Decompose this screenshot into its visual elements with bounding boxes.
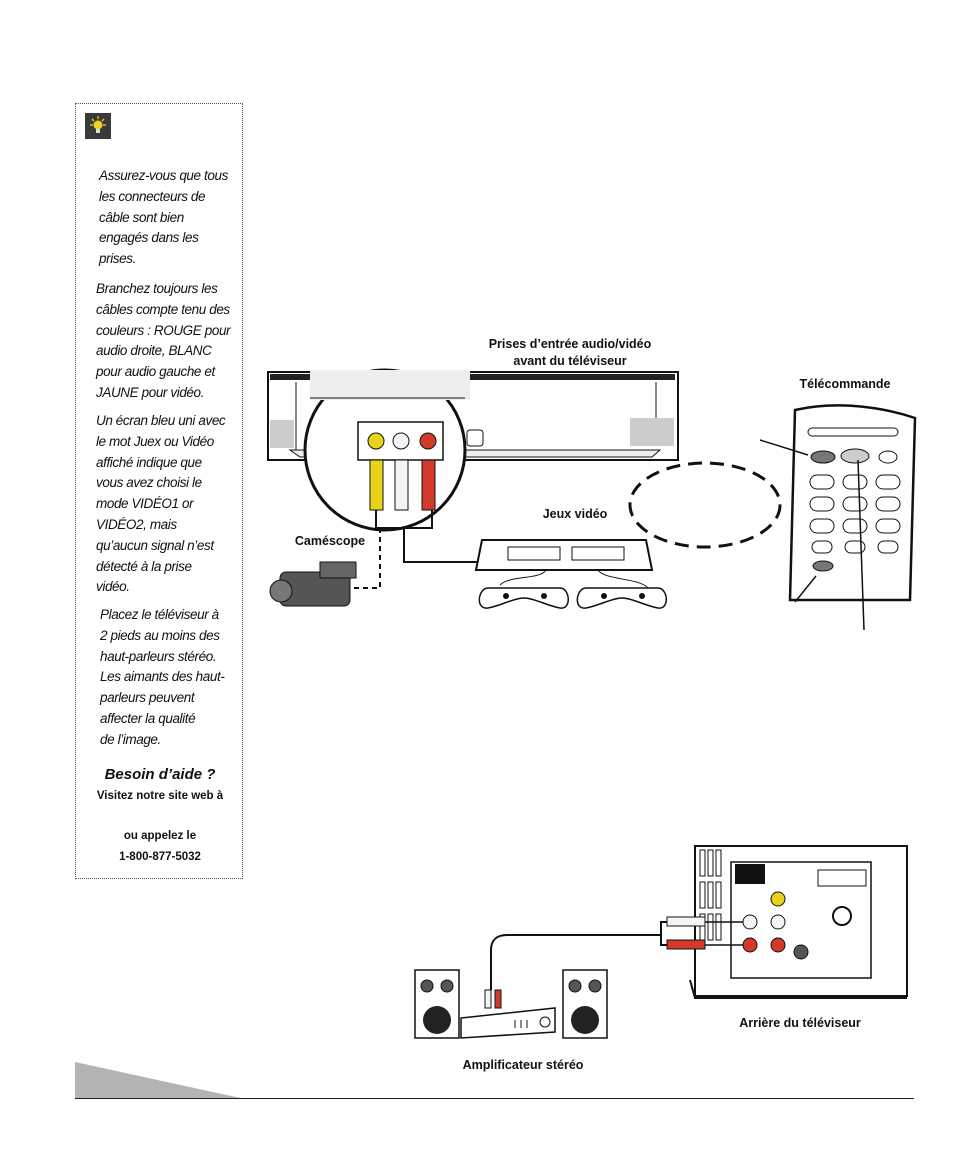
tip-cable-colors: Branchez toujours les câbles compte tenu des couleurs : ROUGE pour audio droite, BLANC pour audio gauche et JAUNE pour vidéo. — [96, 281, 231, 400]
camcorder-label: Caméscope — [294, 534, 366, 548]
remote-control — [760, 405, 915, 630]
help-title: Besoin d’aide ? — [104, 766, 216, 783]
remote-label: Télécommande — [799, 377, 891, 391]
jack-magnifier — [305, 370, 483, 530]
tv-back-label: Arrière du téléviseur — [739, 1016, 861, 1030]
help-call-line: ou appelez le — [123, 830, 197, 842]
tip-sidebar — [75, 103, 243, 879]
games-label: Jeux vidéo — [542, 507, 608, 521]
game-console — [476, 540, 652, 588]
gamepad-icon — [577, 588, 666, 608]
lightbulb-icon — [85, 113, 111, 139]
tip-connectors: Assurez-vous que tous les connecteurs de câble sont bien engagés dans les prises. — [99, 168, 228, 267]
footer-page-tab — [75, 1062, 245, 1099]
camcorder-icon — [270, 562, 356, 606]
front-jacks-label: Prises d’entrée audio/vidéo avant du téléviseur — [488, 337, 652, 368]
amplifier-label: Amplificateur stéréo — [462, 1058, 584, 1072]
footer-rule — [75, 1098, 914, 1099]
tip-blue-screen: Un écran bleu uni avec le mot Juex ou Vidéo affiché indique que vous avez choisi le mode VIDÉO1 or VIDÉO2, mais qu’aucun signal n’est détecté à la prise vidéo. — [96, 413, 226, 595]
tip-speakers: Placez le téléviseur à 2 pieds au moins des haut-parleurs stéréo. Les aimants des haut- parleurs peuvent affecter la qualité de l’image. — [100, 607, 225, 747]
gamepad-icon — [479, 588, 568, 608]
signal-ellipse — [630, 463, 780, 547]
speaker-icon — [563, 970, 607, 1038]
amplifier-icon — [461, 1008, 555, 1038]
rear-connection-diagram — [405, 840, 915, 1040]
speaker-icon — [415, 970, 459, 1038]
help-website-line: Visitez notre site web à — [96, 790, 224, 802]
help-phone: 1-800-877-5032 — [119, 851, 201, 863]
